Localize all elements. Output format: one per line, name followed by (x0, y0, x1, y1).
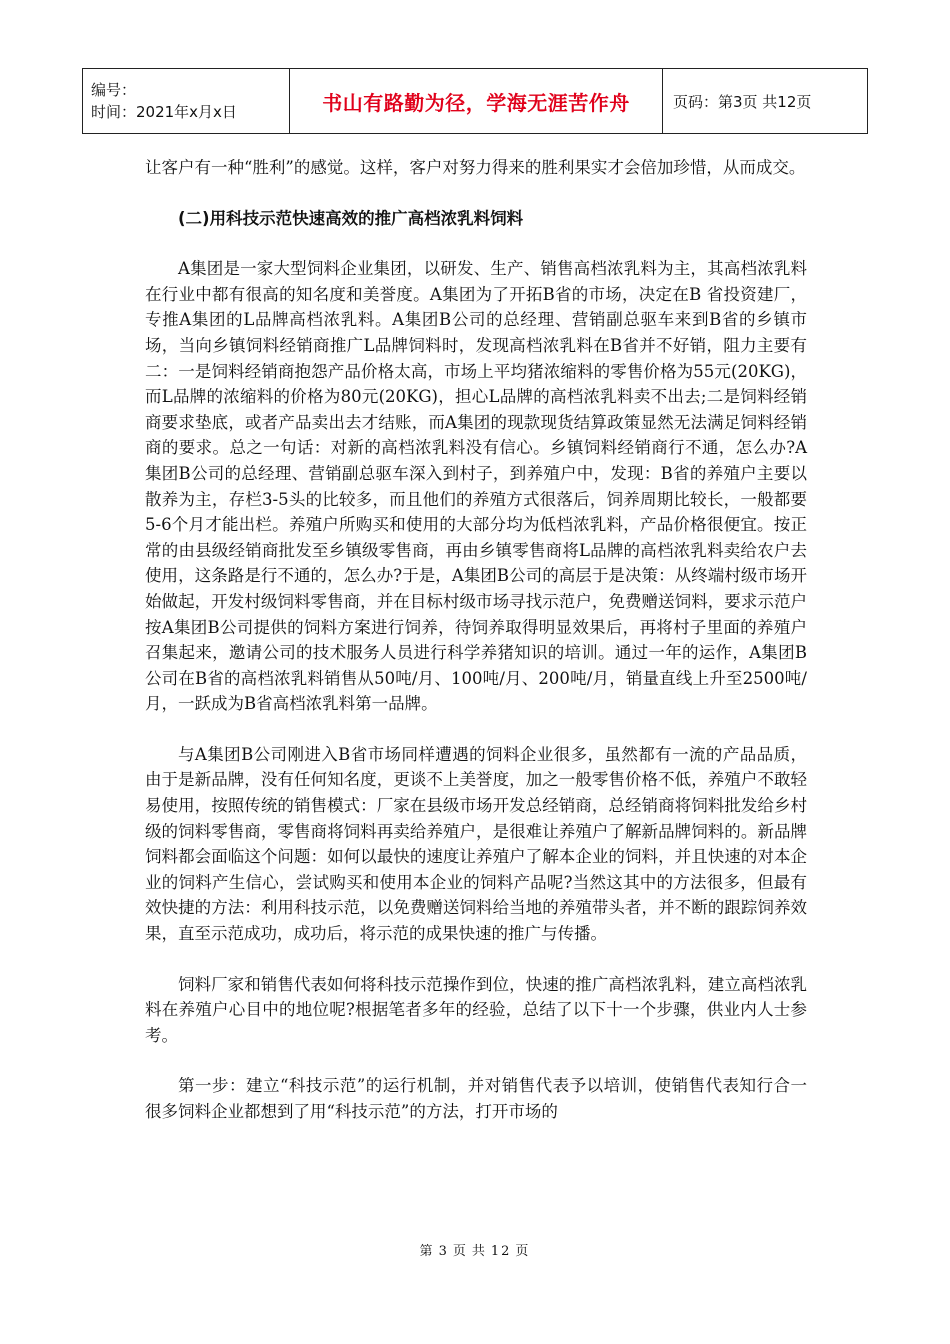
page-footer (0, 1240, 950, 1259)
footer-ye2: 页 (515, 1244, 531, 1259)
paragraph-steps-intro: 饲料厂家和销售代表如何将科技示范操作到位，快速的推广高档浓乳料，建立高档浓乳料在养殖户心目中的地位呢?根据笔者多年的经验，总结了以下十一个步骤，供业内人士参考。 (145, 974, 807, 1045)
paragraph-continued: 让客户有一种“胜利”的感觉。这样，客户对努力得来的胜利果实才会倍加珍惜，从而成交。 (145, 158, 806, 177)
paragraph-step-one: 第一步：建立“科技示范”的运行机制，并对销售代表予以培训，使销售代表知行合一 很多饲料企业都想到了用“科技示范”的方法，打开市场的 (145, 1076, 840, 1121)
header-meta (83, 69, 290, 134)
document-date: 时间：2021年x月x日 (91, 103, 237, 121)
footer-gong: 共 (471, 1244, 487, 1259)
header-page-info: 页码：第3页 共12页 (663, 69, 868, 134)
footer-page-number: 3 (438, 1244, 449, 1259)
section-heading: (二)用科技示范快速高效的推广高档浓乳料饲料 (178, 208, 524, 228)
document-body (145, 155, 840, 1125)
footer-di: 第 (419, 1244, 435, 1259)
paragraph-case-study: A集团是一家大型饲料企业集团，以研发、生产、销售高档浓乳料为主，其高档浓乳料在行业中都有很高的知名度和美誉度。A集团为了开拓B省的市场，决定在B 省投资建厂，专推A集团的L品牌高档浓乳料。A集团B公司的总经理、营销副总驱车来到B省的乡镇市场，当向乡镇饲料经销商推广L品牌饲料时，发现高档浓乳料在B省并不好销，阻力主要有二：一是饲料经销商抱怨产品价格太高，市场上平均猪浓缩料的零售价格为55元(20KG)，而L品牌的浓缩料的价格为80元(20KG)，担心L品牌的高档浓乳料卖不出去;二是饲料经销商要求垫底，或者产品卖出去才结账，而A集团的现款现货结算政策显然无法满足饲料经销商的要求。总之一句话：对新的高档浓乳料没有信心。乡镇饲料经销商行不通，怎么办?A集团B公司的总经理、营销副总驱车深入到村子，到养殖户中，发现：B省的养殖户主要以散养为主，存栏3-5头的比较多，而且他们的养殖方式很落后，饲养周期比较长，一般都要5-6个月才能出栏。养殖户所购买和使用的大部分均为低档浓乳料，产品价格很便宜。按正常的由县级经销商批发至乡镇级零售商，再由乡镇零售商将L品牌的高档浓乳料卖给农户去使用，这条路是行不通的，怎么办?于是，A集团B公司的高层于是决策：从终端村级市场开始做起，开发村级饲料零售商，并在目标村级市场寻找示范户，免费赠送饲料，要求示范户按A集团B公司提供的饲料方案进行饲养，待饲养取得明显效果后，再将村子里面的养殖户召集起来，邀请公司的技术服务人员进行科学养猪知识的培训。通过一年的运作，A集团B 公司在B省的高档浓乳料销售从50吨/月、100吨/月、200吨/月，销量直线上升至2500吨/月，一跃成为B省高档浓乳料第一品牌。 (145, 259, 807, 714)
footer-total-pages: 12 (490, 1244, 512, 1259)
page-header (82, 68, 868, 134)
footer-ye: 页 (452, 1244, 468, 1259)
header-motto: 书山有路勤为径，学海无涯苦作舟 (290, 69, 663, 134)
document-number-label: 编号： (91, 81, 137, 99)
paragraph-industry-problem: 与A集团B公司刚进入B省市场同样遭遇的饲料企业很多，虽然都有一流的产品品质，由于是新品牌，没有任何知名度，更谈不上美誉度，加之一般零售价格不低，养殖户不敢轻易使用，按照传统的销售模式：厂家在县级市场开发总经销商，总经销商将饲料批发给乡村级的饲料零售商，零售商将饲料再卖给养殖户，是很难让养殖户了解新品牌饲料的。新品牌饲料都会面临这个问题：如何以最快的速度让养殖户了解本企业的饲料，并且快速的对本企业的饲料产生信心，尝试购买和使用本企业的饲料产品呢?当然这其中的方法很多，但最有效快捷的方法：利用科技示范，以免费赠送饲料给当地的养殖带头者，并不断的跟踪饲养效果，直至示范成功，成功后，将示范的成果快速的推广与传播。 (145, 744, 807, 944)
